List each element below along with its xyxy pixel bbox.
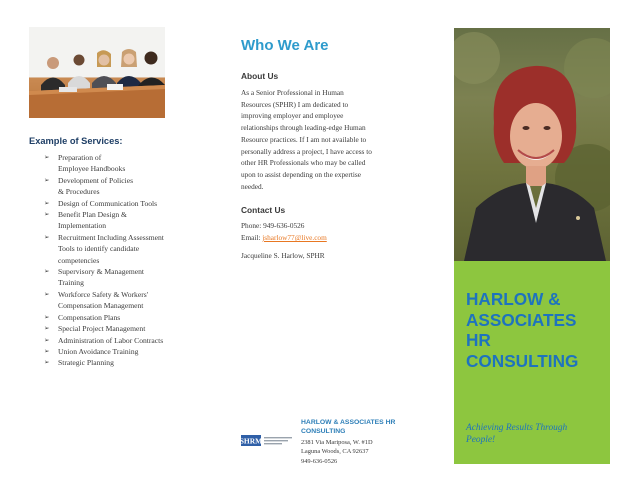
service-item [44, 232, 194, 266]
service-item-text: Preparation of [58, 153, 102, 162]
about-line: needed. [241, 181, 264, 191]
service-item-text: Union Avoidance Training [58, 346, 139, 356]
service-item-text: Recruitment Including Assessment [58, 232, 164, 242]
contact-email [241, 233, 327, 242]
address-line: Laguna Woods, CA 92637 [301, 448, 369, 456]
brand-title-line: HARLOW & [466, 289, 561, 309]
about-line: upon to assist depending on the expertise [241, 169, 361, 179]
service-item [44, 152, 194, 175]
tagline [466, 423, 606, 446]
shrm-logo-text: SHRM [241, 436, 263, 446]
firm-name: HARLOW & ASSOCIATES HR CONSULTING [301, 419, 396, 435]
service-item-text: Development of Policies [58, 175, 134, 185]
service-item [44, 312, 194, 323]
arrow-bullet-icon: ➢ [44, 335, 50, 344]
service-item-text: Design of Communication Tools [58, 198, 158, 208]
service-item-text: Strategic Planning [58, 358, 114, 368]
address-line: 949-636-0526 [301, 457, 338, 465]
address-line: 2381 Via Mariposa, W. #1D [301, 439, 373, 446]
arrow-bullet-icon: ➢ [44, 232, 50, 241]
brand-title [466, 289, 606, 371]
service-item [44, 346, 194, 357]
service-item [44, 323, 194, 334]
about-line: Resources (SPHR) I am dedicated to [241, 99, 349, 109]
service-item [44, 198, 194, 209]
service-item-text: Tools to identify candidate [58, 244, 140, 254]
service-item [44, 289, 194, 312]
page-title: Who We Are [241, 37, 329, 54]
service-item [44, 335, 194, 346]
about-paragraph [241, 87, 411, 192]
team-meeting-photo [29, 27, 165, 118]
email-label: Email: [241, 233, 263, 242]
shrm-logo [241, 433, 296, 444]
about-line: other HR Professionals who may be called [241, 158, 366, 168]
service-item-text: Employee Handbooks [58, 164, 126, 174]
about-line: Resource practices. If I am not available to [241, 134, 367, 144]
arrow-bullet-icon: ➢ [44, 324, 50, 333]
arrow-bullet-icon: ➢ [44, 289, 50, 298]
about-line: improving employer and employee [241, 111, 344, 121]
arrow-bullet-icon: ➢ [44, 358, 50, 367]
about-line: As a Senior Professional in Human [241, 88, 344, 97]
contact-phone: Phone: 949-636-0526 [241, 221, 305, 230]
service-item [44, 209, 194, 232]
service-item-text: Training [58, 278, 84, 288]
arrow-bullet-icon: ➢ [44, 210, 50, 219]
about-heading: About Us [241, 71, 279, 81]
tagline-line: Achieving Results Through [466, 423, 568, 433]
service-item [44, 357, 194, 368]
service-item [44, 175, 194, 198]
service-item-text: Implementation [58, 221, 107, 231]
contact-heading: Contact Us [241, 205, 286, 215]
brand-title-line: ASSOCIATES [466, 309, 577, 330]
services-list [44, 152, 194, 369]
service-item-text: Supervisory & Management [58, 267, 145, 277]
services-heading: Example of Services: [29, 136, 123, 146]
arrow-bullet-icon: ➢ [44, 198, 50, 207]
brand-title-line: HR [466, 330, 491, 350]
tagline-line: People! [466, 434, 496, 445]
arrow-bullet-icon: ➢ [44, 175, 50, 184]
about-line: relationships through leading-edge Human [241, 123, 366, 133]
brand-title-line: CONSULTING [466, 350, 579, 371]
service-item-text: Compensation Management [58, 301, 144, 311]
contact-name: Jacqueline S. Harlow, SPHR [241, 251, 325, 260]
service-item-text: Administration of Labor Contracts [58, 335, 164, 345]
service-item-text: Workforce Safety & Workers' [58, 289, 149, 299]
service-item-text: & Procedures [58, 187, 100, 197]
service-item-text: Special Project Management [58, 324, 146, 334]
arrow-bullet-icon: ➢ [44, 153, 50, 161]
service-item [44, 266, 194, 289]
arrow-bullet-icon: ➢ [44, 267, 50, 276]
service-item-text: competencies [58, 255, 100, 265]
about-line: personally address a project, I have access to [241, 146, 372, 156]
arrow-bullet-icon: ➢ [44, 346, 50, 355]
service-item-text: Compensation Plans [58, 312, 121, 322]
arrow-bullet-icon: ➢ [44, 312, 50, 321]
portrait-photo [454, 28, 610, 261]
address-block [301, 438, 373, 466]
email-link[interactable]: jsharlow77@live.com [262, 233, 327, 242]
service-item-text: Benefit Plan Design & [58, 210, 127, 220]
